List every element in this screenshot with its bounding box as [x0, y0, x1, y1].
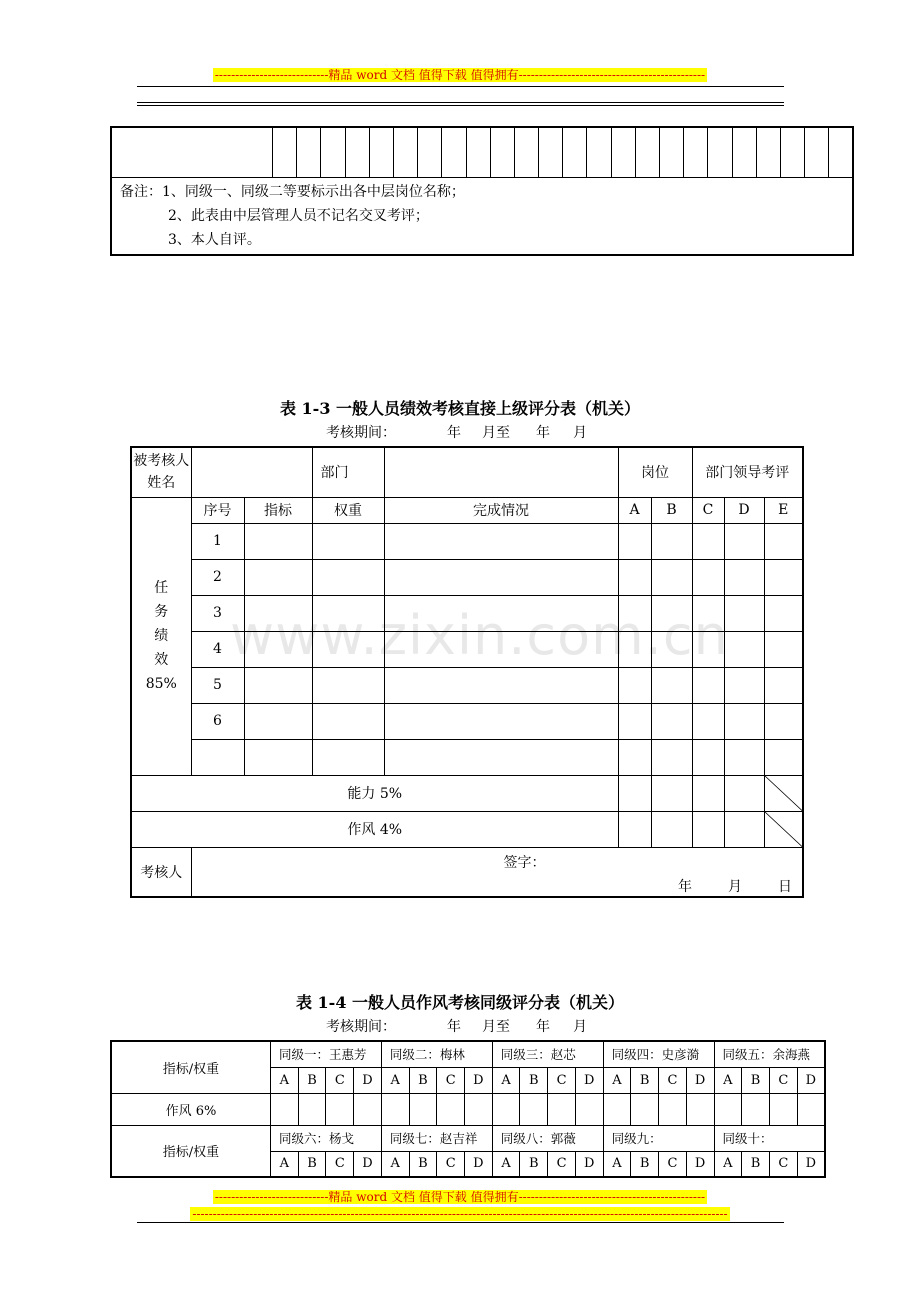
peer-name: 同级一：王惠芳 [271, 1041, 382, 1067]
task-entry-cell[interactable] [384, 739, 618, 775]
grade-header: D [575, 1151, 603, 1177]
header-rule-double-1 [137, 102, 784, 103]
peer-name: 同级八：郭薇 [492, 1125, 603, 1151]
grade-cell[interactable] [764, 703, 803, 739]
row-index: 2 [191, 559, 244, 595]
grade-header: C [659, 1067, 687, 1093]
prev-label-cell [111, 127, 273, 177]
grade-cell[interactable] [769, 1093, 797, 1125]
grade-header: D [686, 1151, 714, 1177]
col-header-5: B [651, 497, 692, 523]
footer-banner: ----------------------------精品 word 文档 值得下载 值得拥有---------------------------------------------- [214, 1190, 706, 1204]
row-index: 4 [191, 631, 244, 667]
task-entry-cell[interactable] [244, 559, 312, 595]
indicator-weight-label: 指标/权重 [111, 1041, 271, 1093]
name-label: 被考核人姓名 [131, 447, 191, 497]
grade-header: C [769, 1151, 797, 1177]
date-part: 月 [728, 878, 742, 895]
prev-score-cell[interactable] [780, 127, 804, 177]
grade-cell[interactable] [651, 667, 692, 703]
prev-score-cell[interactable] [587, 127, 611, 177]
grade-cell[interactable] [724, 775, 764, 811]
peer-name: 同级七：赵吉祥 [381, 1125, 492, 1151]
grade-cell[interactable] [575, 1093, 603, 1125]
task-entry-cell[interactable] [312, 703, 384, 739]
grade-header: A [714, 1151, 742, 1177]
sign-label: 签字： [503, 854, 546, 871]
grade-cell[interactable] [764, 631, 803, 667]
col-header-6: C [692, 497, 724, 523]
name-value[interactable] [191, 447, 312, 497]
grade-cell[interactable] [724, 739, 764, 775]
prev-score-cell[interactable] [273, 127, 297, 177]
header-rule-double-2 [137, 105, 784, 106]
task-entry-cell[interactable] [384, 523, 618, 559]
grade-cell[interactable] [603, 1093, 631, 1125]
peer-name: 同级四：史彦漪 [603, 1041, 714, 1067]
grade-cell[interactable] [520, 1093, 548, 1125]
grade-cell[interactable] [618, 559, 651, 595]
prev-score-cell[interactable] [635, 127, 659, 177]
grade-header: A [714, 1067, 742, 1093]
diagonal-cell [764, 775, 803, 811]
grade-cell[interactable] [724, 523, 764, 559]
prev-score-cell[interactable] [539, 127, 563, 177]
task-label-char: 效 [154, 652, 169, 668]
grade-cell[interactable] [724, 631, 764, 667]
grade-cell[interactable] [724, 667, 764, 703]
grade-cell[interactable] [271, 1093, 299, 1125]
grade-header: A [492, 1151, 520, 1177]
grade-header: A [271, 1151, 299, 1177]
table14-period: 考核期间： 年 月至 年 月 [326, 1019, 587, 1035]
grade-header: D [686, 1067, 714, 1093]
grade-cell[interactable] [631, 1093, 659, 1125]
grade-cell[interactable] [686, 1093, 714, 1125]
grade-cell[interactable] [692, 775, 724, 811]
grade-header: A [381, 1067, 409, 1093]
grade-cell[interactable] [692, 703, 724, 739]
grade-cell[interactable] [618, 523, 651, 559]
grade-header: C [548, 1067, 576, 1093]
grade-header: B [298, 1067, 326, 1093]
grade-cell[interactable] [724, 811, 764, 847]
grade-header: A [492, 1067, 520, 1093]
peer-name: 同级十： [714, 1125, 825, 1151]
assessor-label: 考核人 [131, 847, 191, 897]
table14-title: 表 1-4 一般人员作风考核同级评分表（机关） [295, 993, 625, 1012]
task-entry-cell[interactable] [384, 559, 618, 595]
row-index: 5 [191, 667, 244, 703]
grade-header: C [659, 1151, 687, 1177]
task-entry-cell[interactable] [244, 667, 312, 703]
task-entry-cell[interactable] [312, 739, 384, 775]
prev-score-cell[interactable] [805, 127, 829, 177]
prev-score-cell[interactable] [563, 127, 587, 177]
grade-cell[interactable] [764, 739, 803, 775]
task-entry-cell[interactable] [384, 667, 618, 703]
style-weight-label: 作风 6% [111, 1093, 271, 1125]
grade-cell[interactable] [618, 811, 651, 847]
prev-score-cell[interactable] [684, 127, 708, 177]
col-header-2: 权重 [312, 497, 384, 523]
grade-cell[interactable] [618, 667, 651, 703]
grade-cell[interactable] [724, 595, 764, 631]
grade-cell[interactable] [764, 559, 803, 595]
peer-name: 同级三：赵芯 [492, 1041, 603, 1067]
note-line: 3、本人自评。 [168, 231, 261, 248]
grade-cell[interactable] [651, 703, 692, 739]
dept-label: 部门 [312, 447, 384, 497]
grade-header: B [409, 1067, 437, 1093]
row-index: 3 [191, 595, 244, 631]
grade-cell[interactable] [797, 1093, 825, 1125]
grade-cell[interactable] [618, 775, 651, 811]
grade-cell[interactable] [618, 739, 651, 775]
grade-header: A [603, 1067, 631, 1093]
peer-name: 同级二：梅林 [381, 1041, 492, 1067]
prev-score-cell[interactable] [393, 127, 417, 177]
task-entry-cell[interactable] [244, 739, 312, 775]
sign-date [678, 876, 792, 896]
grade-header: C [437, 1151, 465, 1177]
grade-header: D [797, 1067, 825, 1093]
col-header-0: 序号 [191, 497, 244, 523]
grade-cell[interactable] [724, 703, 764, 739]
grade-cell[interactable] [692, 523, 724, 559]
prev-score-cell[interactable] [660, 127, 684, 177]
grade-cell[interactable] [465, 1093, 493, 1125]
prev-score-cell[interactable] [321, 127, 345, 177]
signature-cell[interactable] [191, 847, 803, 897]
date-part: 日 [778, 878, 792, 895]
grade-header: C [326, 1067, 354, 1093]
grade-cell[interactable] [492, 1093, 520, 1125]
grade-cell[interactable] [381, 1093, 409, 1125]
row-index: 1 [191, 523, 244, 559]
grade-cell[interactable] [409, 1093, 437, 1125]
task-label-char: 务 [154, 604, 169, 620]
grade-cell[interactable] [714, 1093, 742, 1125]
grade-header: D [465, 1067, 493, 1093]
grade-cell[interactable] [326, 1093, 354, 1125]
grade-header: B [742, 1151, 770, 1177]
watermark: www.zixin.com.cn [230, 604, 729, 667]
note-line: 2、此表由中层管理人员不记名交叉考评； [168, 207, 429, 224]
col-header-7: D [724, 497, 764, 523]
grade-header: D [465, 1151, 493, 1177]
grade-header: D [354, 1151, 382, 1177]
row-index: 6 [191, 703, 244, 739]
peer-name: 同级六：杨戈 [271, 1125, 382, 1151]
grade-cell[interactable] [651, 739, 692, 775]
grade-header: A [381, 1151, 409, 1177]
grade-header: B [631, 1067, 659, 1093]
grade-cell[interactable] [651, 559, 692, 595]
prev-score-cell[interactable] [611, 127, 635, 177]
prev-score-cell[interactable] [442, 127, 466, 177]
grade-cell[interactable] [651, 775, 692, 811]
col-header-4: A [618, 497, 651, 523]
task-entry-cell[interactable] [312, 523, 384, 559]
grade-header: B [631, 1151, 659, 1177]
task-entry-cell[interactable] [384, 703, 618, 739]
row-index [191, 739, 244, 775]
grade-header: B [409, 1151, 437, 1177]
task-entry-cell[interactable] [244, 703, 312, 739]
notes-cell [111, 177, 853, 255]
prev-score-cell[interactable] [756, 127, 780, 177]
grade-cell[interactable] [659, 1093, 687, 1125]
grade-cell[interactable] [354, 1093, 382, 1125]
prev-score-cell[interactable] [732, 127, 756, 177]
header-banner: ----------------------------精品 word 文档 值得下载 值得拥有---------------------------------------------- [214, 68, 706, 82]
grade-header: C [437, 1067, 465, 1093]
indicator-weight-label: 指标/权重 [111, 1125, 271, 1177]
prev-score-cell[interactable] [297, 127, 321, 177]
task-performance-label [131, 497, 191, 775]
peer-name: 同级九： [603, 1125, 714, 1151]
grade-cell[interactable] [742, 1093, 770, 1125]
prev-score-cell[interactable] [369, 127, 393, 177]
table13-supervisor-score-sheet [130, 446, 804, 898]
grade-cell[interactable] [651, 523, 692, 559]
prev-score-cell[interactable] [466, 127, 490, 177]
prev-score-cell[interactable] [829, 127, 853, 177]
grade-cell[interactable] [618, 703, 651, 739]
previous-table-tail [110, 126, 854, 256]
header-rule [137, 86, 784, 87]
style-label: 作风 4% [131, 811, 618, 847]
prev-score-cell[interactable] [514, 127, 538, 177]
note-line: 备注：1、同级一、同级二等要标示出各中层岗位名称； [120, 183, 465, 200]
grade-header: B [742, 1067, 770, 1093]
grade-cell[interactable] [764, 595, 803, 631]
post-label: 岗位 [618, 447, 692, 497]
footer-banner-2: ------------------------------------------------------------------------------------------------------------------------------------ [192, 1207, 728, 1221]
date-part: 年 [678, 878, 692, 895]
table13-period: 考核期间： 年 月至 年 月 [326, 425, 587, 441]
col-header-3: 完成情况 [384, 497, 618, 523]
grade-cell[interactable] [298, 1093, 326, 1125]
grade-header: B [520, 1067, 548, 1093]
task-label-char: 任 [154, 580, 169, 596]
peer-name: 同级五：余海燕 [714, 1041, 825, 1067]
diagonal-cell [764, 811, 803, 847]
col-header-8: E [764, 497, 803, 523]
grade-header: C [769, 1067, 797, 1093]
table14-peer-score-sheet [110, 1040, 826, 1178]
grade-header: B [520, 1151, 548, 1177]
task-entry-cell[interactable] [244, 523, 312, 559]
ability-label: 能力 5% [131, 775, 618, 811]
prev-score-cell[interactable] [418, 127, 442, 177]
grade-cell[interactable] [692, 739, 724, 775]
table13-title: 表 1-3 一般人员绩效考核直接上级评分表（机关） [279, 399, 641, 418]
grade-cell[interactable] [651, 811, 692, 847]
task-entry-cell[interactable] [312, 559, 384, 595]
dept-value[interactable] [384, 447, 618, 497]
prev-score-cell[interactable] [345, 127, 369, 177]
grade-header: C [548, 1151, 576, 1177]
col-header-1: 指标 [244, 497, 312, 523]
prev-score-cell[interactable] [708, 127, 732, 177]
grade-cell[interactable] [548, 1093, 576, 1125]
task-label-char: 85% [145, 676, 177, 692]
grade-cell[interactable] [764, 667, 803, 703]
grade-cell[interactable] [692, 811, 724, 847]
grade-header: D [354, 1067, 382, 1093]
grade-cell[interactable] [437, 1093, 465, 1125]
grade-cell[interactable] [692, 667, 724, 703]
leader-label: 部门领导考评 [692, 447, 803, 497]
task-label-char: 绩 [154, 628, 169, 644]
grade-cell[interactable] [724, 559, 764, 595]
grade-cell[interactable] [692, 559, 724, 595]
grade-header: A [603, 1151, 631, 1177]
grade-header: D [797, 1151, 825, 1177]
grade-cell[interactable] [764, 523, 803, 559]
prev-score-cell[interactable] [490, 127, 514, 177]
grade-header: A [271, 1067, 299, 1093]
task-entry-cell[interactable] [312, 667, 384, 703]
grade-header: B [298, 1151, 326, 1177]
grade-header: C [326, 1151, 354, 1177]
grade-header: D [575, 1067, 603, 1093]
footer-rule [137, 1222, 784, 1223]
